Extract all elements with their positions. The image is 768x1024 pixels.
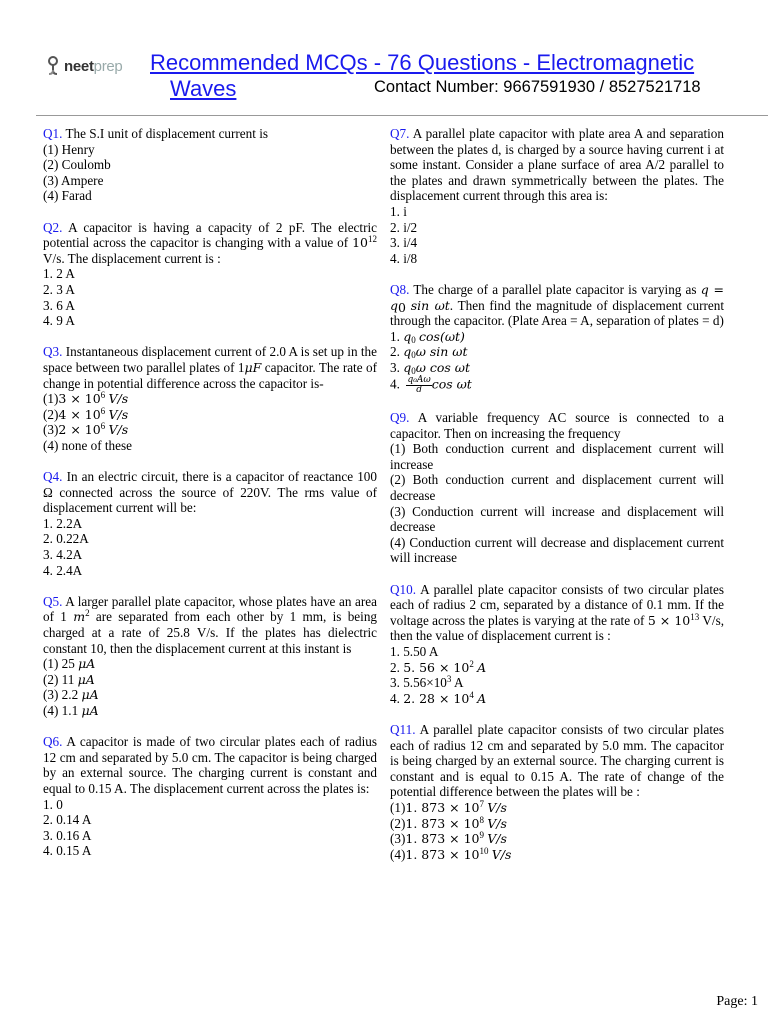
option: 4. 2. $28 \times 10^4$ A <box>390 689 487 706</box>
question-number: Q9. <box>390 410 410 426</box>
option: (3) Conduction current will increase and displacement will decrease <box>390 503 724 535</box>
option: 4. i/8 <box>390 250 418 266</box>
option: 3. $5.56\times 10^3$ A <box>390 674 464 691</box>
option: 4. 9 A <box>43 313 75 329</box>
option: (2) 11 μA <box>43 671 95 687</box>
option: 3. i/4 <box>390 235 418 251</box>
option: (1) 25 μA <box>43 656 96 672</box>
question-q3: Q3. Instantaneous displacement current of 2.0 A is set up in the space between two parallel plates of 1μF capacitor. The rate of change in potential difference across the capacitor is- $(1)3 \times 10^6$ V/s $(2)4 \times 10^6$ V/s $(3)2 \times 10^6$ V/s (4) none of these <box>43 344 378 453</box>
question-q1: Q1. The S.I unit of displacement current is (1) Henry (2) Coulomb (3) Ampere (4) Farad <box>43 126 377 204</box>
question-q6: Q6. A capacitor is made of two circular plates each of radius 12 cm and separated by 5.0 cm. The capacitor is being charged by an external source. The charging current is constant and equal to 0.15 A. The displacement current across the plates is: 1. 0 2. 0.14 A 3. 0.16 A 4. 0.15 A <box>43 734 377 859</box>
option: $(3)2 \times 10^6$ V/s <box>43 421 129 438</box>
question-number: Q2. <box>43 219 63 235</box>
neetprep-logo[interactable] <box>44 55 122 77</box>
question-q11: Q11. A parallel plate capacitor consists of two circular plates each of radius 12 cm and separated by 5.0 mm. The capacitor is being charged by an external source. The charging current is constant and is equal to 0.15 A. The rate of change of the potential difference between the plates will be : (1)1. $873 \times 10^7$ V/s (2)1. $873 \times 10^8$ V/s (3)1. $873 \times 10^9$ V/s (4)1. $873 \times 10^{10}$ V/s <box>390 721 724 862</box>
question-q4: Q4. In an electric circuit, there is a capacitor of reactance 100 Ω connected across the source of 220V. The rms value of displacement current will be: 1. 2.2A 2. 0.22A 3. 4.2A 4. 2.4A <box>43 469 377 578</box>
option: $(2)4 \times 10^6$ V/s <box>43 405 129 422</box>
title-line-1: Recommended MCQs - 76 Questions - Electromagnetic <box>150 50 695 75</box>
question-q7: Q7. A parallel plate capacitor with plate area A and separation between the plates d, is charged by a source having current i at some instant. Consider a plane surface of area A/2 parallel to the plates and drawn symmetrically between the plates. The displacement current through this area is: 1. i 2. i/2 3. i/4 4. i/8 <box>390 126 724 266</box>
option: 3. 4.2A <box>43 547 83 563</box>
option: 3. $q_0\omega$ cos ωt <box>390 359 470 376</box>
header-divider <box>36 115 768 116</box>
option: 2. i/2 <box>390 219 418 235</box>
option: 2. $q_0\omega$ sin ωt <box>390 344 468 361</box>
option: (2) Coulomb <box>43 157 111 173</box>
option: 4. 0.15 A <box>43 843 92 859</box>
option: 1. i <box>390 203 407 219</box>
option: 2. 0.22A <box>43 531 89 547</box>
question-number: Q3. <box>43 344 63 360</box>
question-number: Q6. <box>43 734 63 750</box>
contact-number: Contact Number: 9667591930 / 8527521718 <box>374 78 701 96</box>
right-column <box>390 126 724 878</box>
option: 1. 0 <box>43 796 63 812</box>
fraction: $\frac{\text{q₀Aω}}{d}$ <box>407 374 431 395</box>
question-number: Q4. <box>43 469 63 485</box>
page-number: Page: 1 <box>716 994 758 1009</box>
question-q8: Q8. The charge of a parallel plate capacitor is varying as $q = q_0$ sin ωt. Then find the magnitude of displacement current through the capacitor. (Plate Area = A, separation of plates = d) 1. $q_0$ cos(ωt) 2. $q_0\omega$ sin ωt 3. $q_0\omega$ cos ωt 4. $\frac{\text{q₀Aω}}{d}$ cos ωt <box>390 281 725 395</box>
option: (1) Both conduction current and displacement current will increase <box>390 441 724 472</box>
question-q2: Q2. A capacitor is having a capacity of 2 pF. The electric potential across the capacitor is changing with a value of $10^{12}$ V/s. The displacement current is : 1. 2 A 2. 3 A 3. 6 A 4. 9 A <box>43 219 378 329</box>
option: 2. 5. $56 \times 10^2$ A <box>390 658 487 675</box>
question-number: Q5. <box>43 593 63 609</box>
question-q5: Q5. A larger parallel plate capacitor, whose plates have an area of 1 $m^2$ are separated from each other by 1 mm, is being charged at a rate of 25.8 V/s. If the plates has dielectric constant 10, then the displacement current at this instant is (1) 25 μA (2) 11 μA (3) 2.2 μA (4) 1.1 μA <box>43 593 378 718</box>
option: 3. 6 A <box>43 297 75 313</box>
title-line-2: Waves <box>170 76 237 101</box>
logo-text: neetprep <box>64 57 123 75</box>
option: (4) 1.1 μA <box>43 702 99 718</box>
option: (4) none of these <box>43 437 132 453</box>
option: $(1)3 \times 10^6$ V/s <box>43 390 129 407</box>
option: (2) Both conduction current and displacement current will decrease <box>390 472 724 504</box>
left-column <box>43 126 377 875</box>
question-number: Q1. <box>43 126 63 141</box>
option: 1. 2.2A <box>43 515 83 531</box>
option: (4)1. $873 \times 10^{10}$ V/s <box>390 845 512 862</box>
option: (3) Ampere <box>43 172 104 188</box>
question-number: Q11. <box>390 721 416 737</box>
logo-mark-icon <box>44 55 62 77</box>
question-q9: Q9. A variable frequency AC source is connected to a capacitor. Then on increasing the frequency (1) Both conduction current and displacement current will increase (2) Both conduction current and displacement current will decrease (3) Conduction current will increase and displacement will decrease (4) Conduction current will decrease and displacement current will increase <box>390 410 724 566</box>
option: 3. 0.16 A <box>43 827 92 843</box>
option: (2)1. $873 \times 10^8$ V/s <box>390 814 507 831</box>
option: 2. 0.14 A <box>43 812 92 828</box>
option: 2. 3 A <box>43 281 75 297</box>
option: 1. $q_0$ cos(ωt) <box>390 328 465 345</box>
option: 4. 2.4A <box>43 562 83 578</box>
option: 1. 2 A <box>43 266 75 282</box>
question-number: Q8. <box>390 281 410 297</box>
option: (3)1. $873 \times 10^9$ V/s <box>390 830 507 847</box>
page-header <box>0 0 768 118</box>
question-number: Q7. <box>390 126 410 141</box>
option: 4. $\frac{\text{q₀Aω}}{d}$ cos ωt <box>390 374 472 395</box>
question-q10: Q10. A parallel plate capacitor consists of two circular plates each of radius 2 cm, separated by a distance of 0.1 mm. If the voltage across the plates is varying at the rate of $5 \times 10^{13}$ V/s, then the value of displacement current is : 1. 5.50 A 2. 5. $56 \times 10^2$ A 3. $5.56\times 10^3$ A 4. 2. $28 \times 10^4$ A <box>390 581 725 706</box>
option: (4) Conduction current will decrease and displacement current will increase <box>390 534 724 566</box>
question-number: Q10. <box>390 581 417 597</box>
option: (1) Henry <box>43 141 95 157</box>
option: (3) 2.2 μA <box>43 687 99 703</box>
option: (4) Farad <box>43 188 92 204</box>
option: (1)1. $873 \times 10^7$ V/s <box>390 798 507 815</box>
option: 1. 5.50 A <box>390 644 439 659</box>
